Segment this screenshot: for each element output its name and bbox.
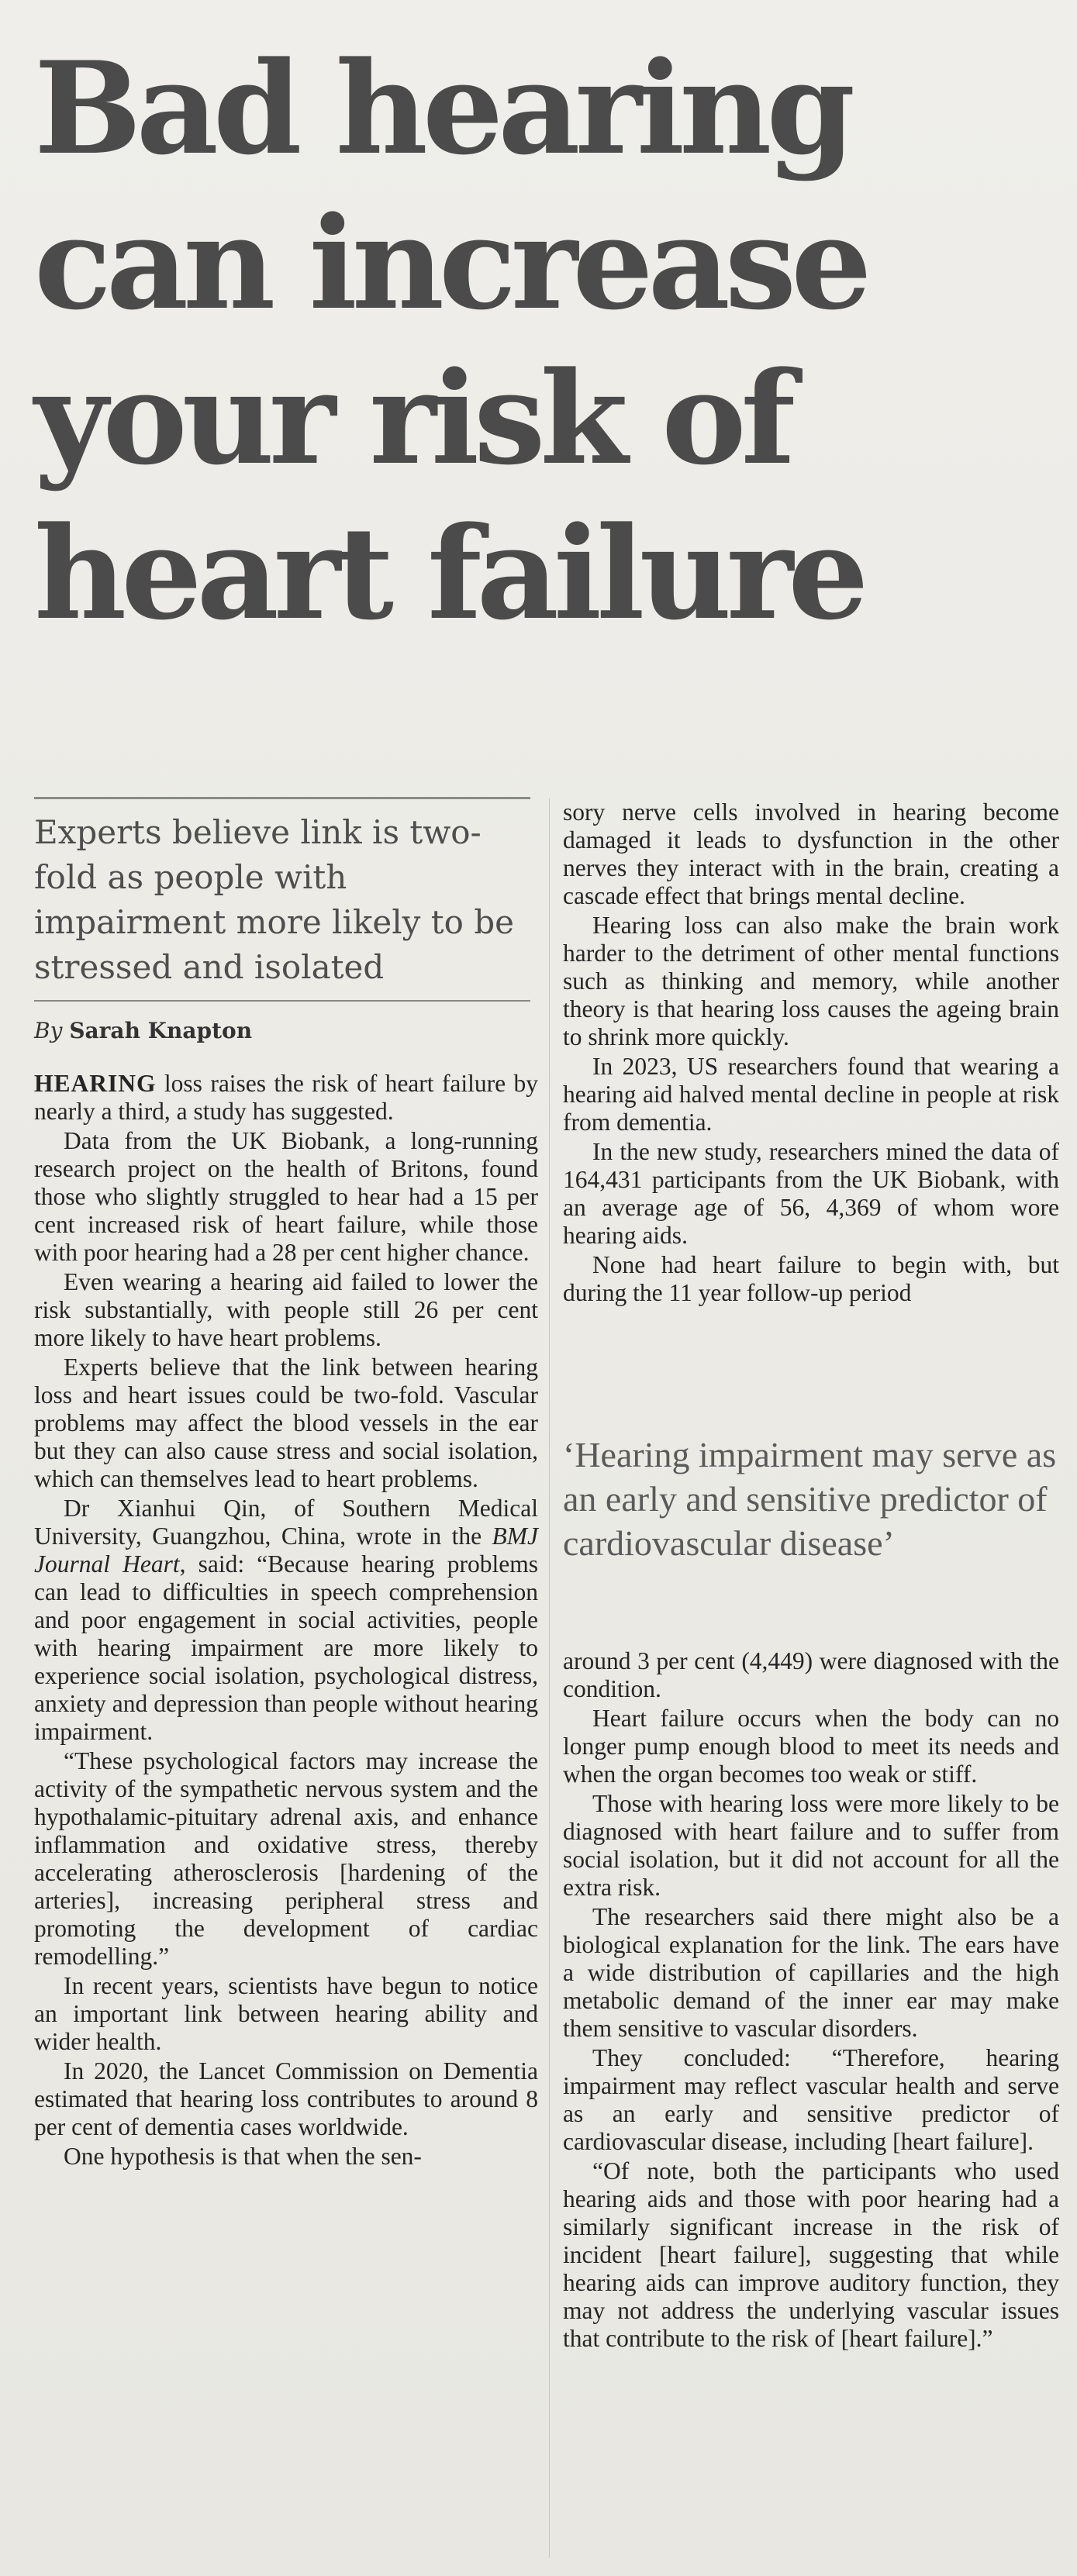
paragraph: Data from the UK Biobank, a long-running research project on the health of Britons, found those who slightly struggled to hear had a 15 per cent increased risk of heart failure, while those with poor hearing had a 28 per cent higher chance. [34,1127,538,1266]
standfirst-rule-top [34,797,530,799]
paragraph: One hypothesis is that when the sen- [64,2143,422,2170]
body-column-1 [34,1070,538,2172]
paragraph: In 2020, the Lancet Commission on Dementia estimated that hearing loss contributes to around 8 per cent of dementia cases worldwide. [34,2057,538,2140]
paragraph: Heart failure occurs when the body can no longer pump enough blood to meet its needs and when the organ becomes too weak or stiff. [563,1705,1059,1788]
paragraph [34,1495,538,1746]
paragraph: “Of note, both the participants who used hearing aids and those with poor hearing had a similarly significant increase in the risk of incident [heart failure], suggesting that while hearing aids can improve auditory function, they may not address the underlying vascular issues that contribute to the risk of [heart failure].” [563,2157,1059,2352]
column-divider [549,798,550,2558]
paragraph: around 3 per cent (4,449) were diagnosed with the condition. [563,1647,1059,1702]
paragraph: Experts believe that the link between hearing loss and heart issues could be two-fold. Vascular problems may affect the blood vessels in the ear but they can also cause stress and social isolation, which can themselves lead to heart problems. [34,1354,538,1492]
paragraph: The researchers said there might also be a biological explanation for the link. The ears have a wide distribution of capillaries and the high metabolic demand of the inner ear may make them sensitive to vascular disorders. [563,1903,1059,2042]
paragraph: In the new study, researchers mined the data of 164,431 participants from the UK Biobank, with an average age of 56, 4,369 of whom wore hearing aids. [563,1138,1059,1249]
body-column-2-bottom [563,1647,1059,2354]
standfirst: Experts believe link is two-fold as people with impairment more likely to be stressed and isolated [34,813,514,986]
paragraph-text: loss raises the risk of heart failure by nearly a third, a study has suggested. [34,1070,538,1125]
paragraph: None had heart failure to begin with, but during the 11 year follow-up period [563,1251,1059,1306]
paragraph: “These psychological factors may increase the activity of the sympathetic nervous system and the hypothalamic-pituitary adrenal axis, and enhance inflammation and oxidative stress, thereby accelerating atherosclerosis [hardening of the arteries], increasing peripheral stress and promoting the development of cardiac remodelling.” [34,1747,538,1970]
paragraph: sory nerve cells involved in hearing become damaged it leads to dysfunction in the other nerves they interact with in the brain, creating a cascade effect that brings mental decline. [563,798,1059,909]
byline-rule [34,1000,530,1002]
paragraph: They concluded: “Therefore, hearing impairment may reflect vascular health and serve as an early and sensitive predictor of cardiovascular disease, including [heart failure]. [563,2044,1059,2155]
paragraph-text: Dr Xianhui Qin, of Southern Medical University, Guangzhou, China, wrote in the [34,1495,538,1550]
drop-lead: HEARING [34,1070,157,1097]
paragraph: Those with hearing loss were more likely to be diagnosed with heart failure and to suffer from social isolation, but it did not account for all the extra risk. [563,1790,1059,1901]
paragraph: Even wearing a hearing aid failed to lower the risk substantially, with people still 26 per cent more likely to have heart problems. [34,1268,538,1351]
headline: Bad hearing can increase your risk of heart failure [34,33,867,648]
byline-prefix: By [34,1018,63,1043]
byline-author: Sarah Knapton [69,1018,253,1043]
body-column-2-top [563,798,1059,1309]
paragraph: Hearing loss can also make the brain work harder to the detriment of other mental functions such as thinking and memory, while another theory is that hearing loss causes the ageing brain to shrink more quickly. [563,912,1059,1050]
paragraph-text: , said: “Because hearing problems can lead to difficulties in speech comprehension and poor engagement in social activities, people with hearing impairment are more likely to experience social isolation, psychological distress, anxiety and depression than people without hearing impairment. [34,1550,538,1745]
paragraph [34,1070,538,1126]
journal-name: BMJ Journal Heart [34,1522,538,1578]
pull-quote: ‘Hearing impairment may serve as an early and sensitive predictor of cardiovascular disease’ [563,1435,1057,1563]
paragraph: In recent years, scientists have begun to notice an important link between hearing ability and wider health. [34,1972,538,2055]
paragraph: In 2023, US researchers found that wearing a hearing aid halved mental decline in people at risk from dementia. [563,1053,1059,1136]
byline [34,1016,530,1047]
